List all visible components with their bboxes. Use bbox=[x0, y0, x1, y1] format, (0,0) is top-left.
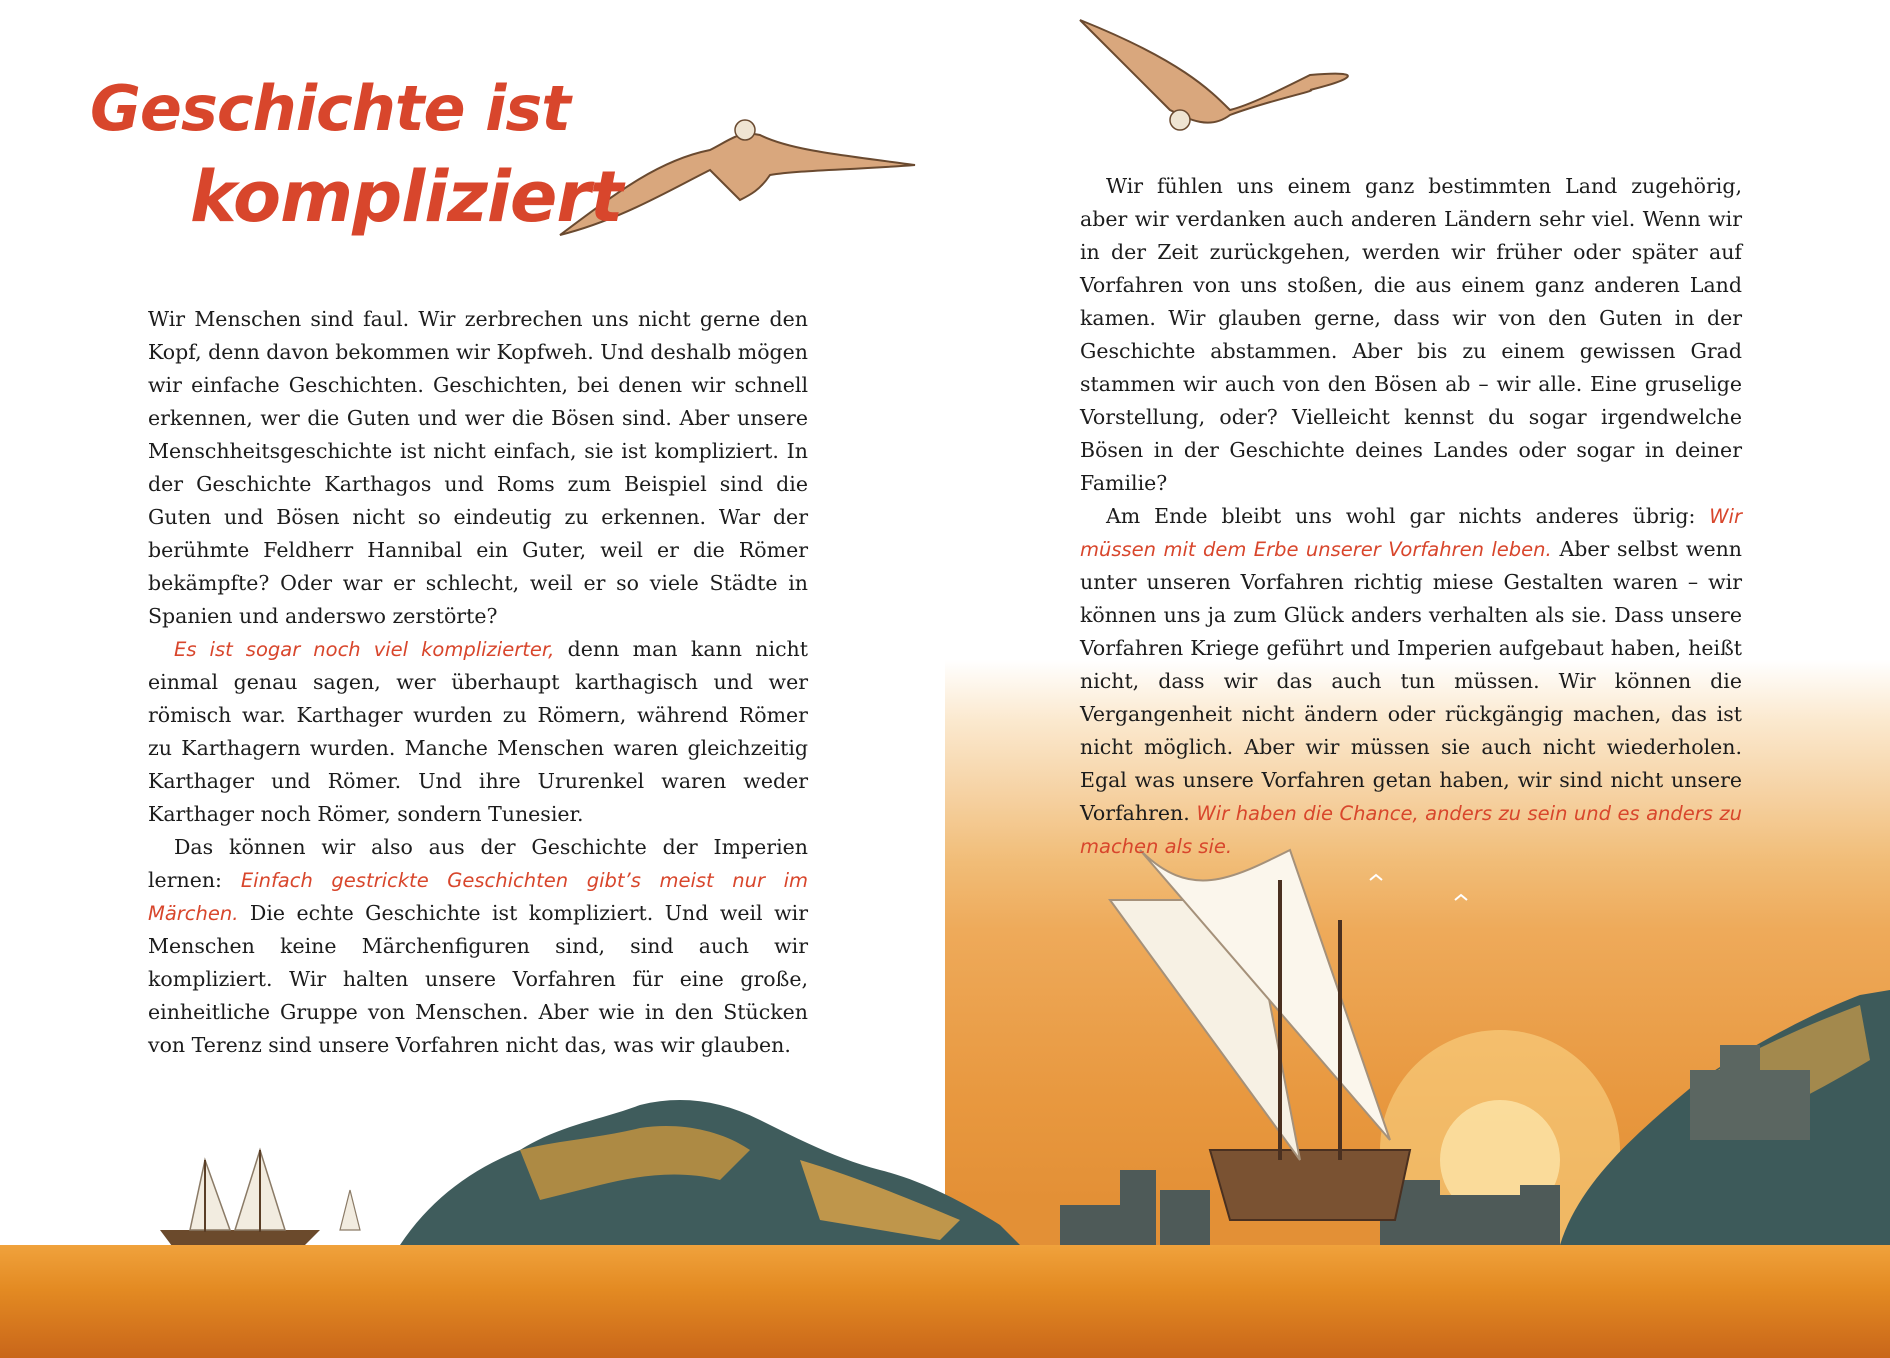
page-title-line-2: kompliziert bbox=[190, 156, 623, 238]
sailing-ship-icon bbox=[1110, 850, 1410, 1220]
highlight-text: Wir müssen mit dem Erbe unserer Vorfahren leben. bbox=[1080, 505, 1742, 561]
highlight-text: Einfach gestrickte Geschichten gibt’s meist nur im Märchen. bbox=[148, 869, 809, 925]
paragraph-text: Das können wir also aus der Geschichte der Imperien lernen: bbox=[148, 835, 808, 892]
page-title bbox=[90, 72, 623, 238]
paragraph-text: Die echte Geschichte ist kompliziert. Und weil wir Menschen keine Märchenfiguren sind, sind auch wir kompliziert. Wir halten unsere Vorfahren für eine große, einheitliche Gruppe von Menschen. Aber wie in den Stücken von Terenz sind unsere Vorfahren nicht das, was wir glauben. bbox=[148, 901, 808, 1057]
seagull-icon bbox=[1080, 20, 1348, 130]
paragraph-text: Wir fühlen uns einem ganz bestimmten Land zugehörig, aber wir verdanken auch anderen Ländern sehr viel. Wenn wir in der Zeit zurückgehen, werden wir früher oder später auf Vorfahren von uns stoßen, die aus einem ganz anderen Land kamen. Wir glauben gerne, dass wir von den Guten in der Geschichte abstammen. Aber bis zu einem gewissen Grad stammen wir auch von den Bösen ab – wir alle. Eine gruselige Vorstellung, oder? Vielleicht kennst du sogar irgendwelche Bösen in der Geschichte deines Landes oder sogar in deiner Familie? bbox=[1080, 174, 1742, 495]
highlight-text: Wir haben die Chance, anders zu sein und es anders zu machen als sie. bbox=[1080, 802, 1742, 858]
paragraph-text: Aber selbst wenn unter unseren Vorfahren richtig miese Gestalten waren – wir können uns ja zum Glück anders verhalten als sie. Dass unsere Vorfahren Kriege geführt und Imperien aufgebaut haben, heißt nicht, dass wir das auch tun müssen. Wir können die Vergangenheit nicht ändern oder rückgängig machen, das ist nicht möglich. Aber wir müssen sie auch nicht wiederholen. Egal was unsere Vorfahren getan haben, wir sind nicht unsere Vorfahren. bbox=[1080, 537, 1742, 825]
paragraph bbox=[1080, 500, 1742, 863]
sailing-ship-icon bbox=[160, 1150, 320, 1250]
paragraph-text: Am Ende bleibt uns wohl gar nichts anderes übrig: bbox=[1106, 504, 1710, 528]
paragraph-text: Wir Menschen sind faul. Wir zerbrechen uns nicht gerne den Kopf, denn davon bekommen wir Kopfweh. Und deshalb mögen wir einfache Geschichten. Geschichten, bei denen wir schnell erkennen, wer die Guten und wer die Bösen sind. Aber unsere Menschheitsgeschichte ist nicht einfach, sie ist kompliziert. In der Geschichte Karthagos und Roms zum Beispiel sind die Guten und Bösen nicht so eindeutig zu erkennen. War der berühmte Feldherr Hannibal ein Guter, weil er die Römer bekämpfte? Oder war er schlecht, weil er so viele Städte in Spanien und anderswo zerstörte? bbox=[148, 307, 808, 628]
highlight-text: Es ist sogar noch viel komplizierter, bbox=[174, 638, 555, 661]
paragraph-text: denn man kann nicht einmal genau sagen, wer überhaupt karthagisch und wer römisch war. Karthager wurden zu Römern, während Römer zu Karthagern wurden. Manche Menschen waren gleichzeitig Karthager und Römer. Und ihre Ururenkel waren weder Karthager noch Römer, sondern Tunesier. bbox=[148, 637, 808, 826]
paragraph bbox=[148, 831, 808, 1062]
paragraph bbox=[1080, 170, 1742, 500]
page-title-line-1: Geschichte ist bbox=[90, 72, 570, 145]
left-text-column bbox=[148, 303, 808, 1062]
sea bbox=[0, 1245, 1890, 1358]
paragraph bbox=[148, 303, 808, 633]
paragraph bbox=[148, 633, 808, 831]
right-text-column bbox=[1080, 170, 1742, 863]
